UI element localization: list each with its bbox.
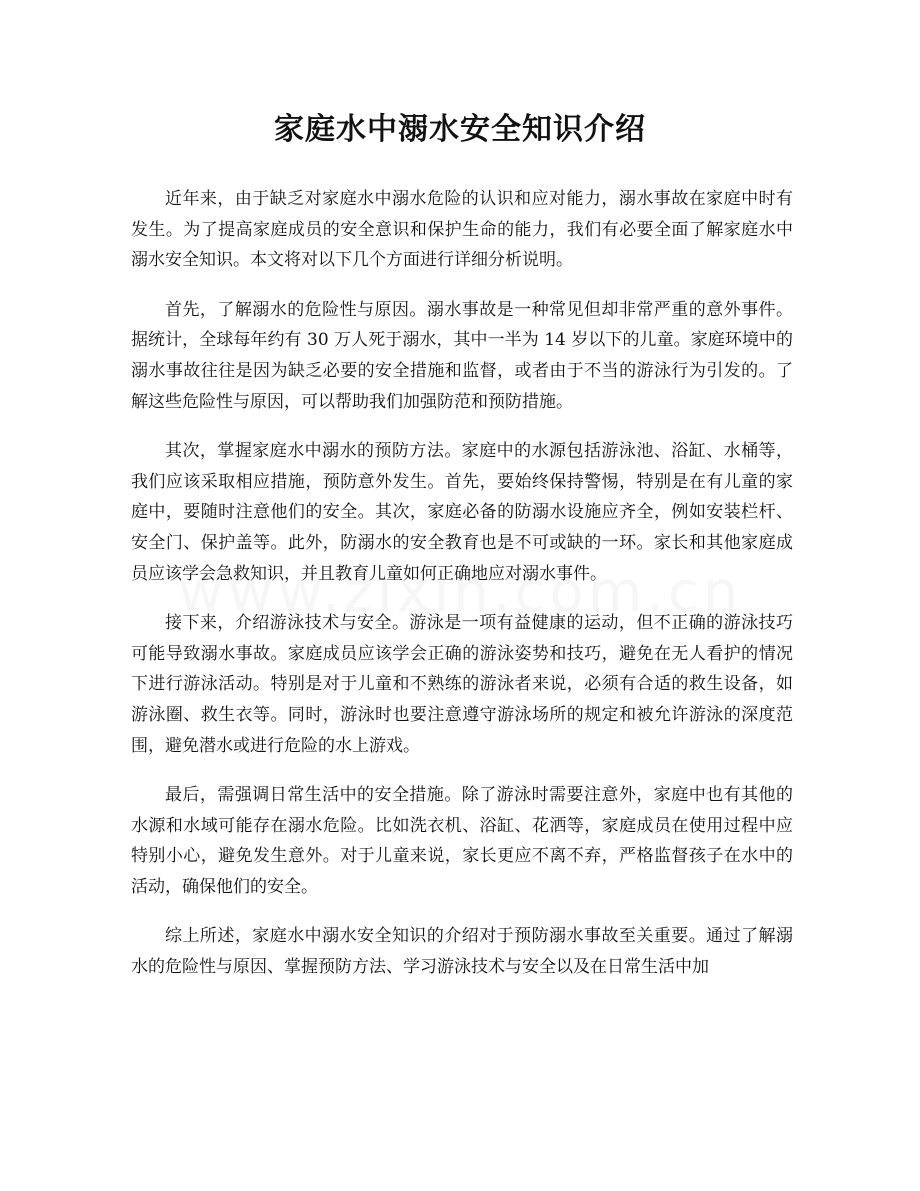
document-body [131, 184, 793, 1002]
paragraph-conclusion: 综上所述，家庭水中溺水安全知识的介绍对于预防溺水事故至关重要。通过了解溺水的危险性与原因、掌握预防方法、学习游泳技术与安全以及在日常生活中加 [131, 926, 793, 978]
paragraph-swimming-safety: 接下来，介绍游泳技术与安全。游泳是一项有益健康的运动，但不正确的游泳技巧可能导致溺水事故。家庭成员应该学会正确的游泳姿势和技巧，避免在无人看护的情况下进行游泳活动。特别是对于儿童和不熟练的游泳者来说，必须有合适的救生设备，如游泳圈、救生衣等。同时，游泳时也要注意遵守游泳场所的规定和被允许游泳的深度范围，避免潜水或进行危险的水上游戏。 [131, 613, 793, 756]
document-title: 家庭水中溺水安全知识介绍 [274, 112, 646, 147]
paragraph-intro: 近年来，由于缺乏对家庭水中溺水危险的认识和应对能力，溺水事故在家庭中时有发生。为了提高家庭成员的安全意识和保护生命的能力，我们有必要全面了解家庭水中溺水安全知识。本文将对以下几个方面进行详细分析说明。 [131, 189, 793, 271]
paragraph-danger-causes: 首先，了解溺水的危险性与原因。溺水事故是一种常见但却非常严重的意外事件。据统计，全球每年约有 30 万人死于溺水，其中一半为 14 岁以下的儿童。家庭环境中的溺水事故往往是因为缺乏必要的安全措施和监督，或者由于不当的游泳行为引发的。了解这些危险性与原因，可以帮助我们加强防范和预防措施。 [131, 299, 793, 412]
paragraph-prevention: 其次，掌握家庭水中溺水的预防方法。家庭中的水源包括游泳池、浴缸、水桶等，我们应该采取相应措施，预防意外发生。首先，要始终保持警惕，特别是在有儿童的家庭中，要随时注意他们的安全。其次，家庭必备的防溺水设施应齐全，例如安装栏杆、安全门、保护盖等。此外，防溺水的安全教育也是不可或缺的一环。家长和其他家庭成员应该学会急救知识，并且教育儿童如何正确地应对溺水事件。 [131, 441, 793, 584]
paragraph-daily-safety: 最后，需强调日常生活中的安全措施。除了游泳时需要注意外，家庭中也有其他的水源和水域可能存在溺水危险。比如洗衣机、浴缸、花洒等，家庭成员在使用过程中应特别小心，避免发生意外。对于儿童来说，家长更应不离不弃，严格监督孩子在水中的活动，确保他们的安全。 [131, 785, 793, 897]
